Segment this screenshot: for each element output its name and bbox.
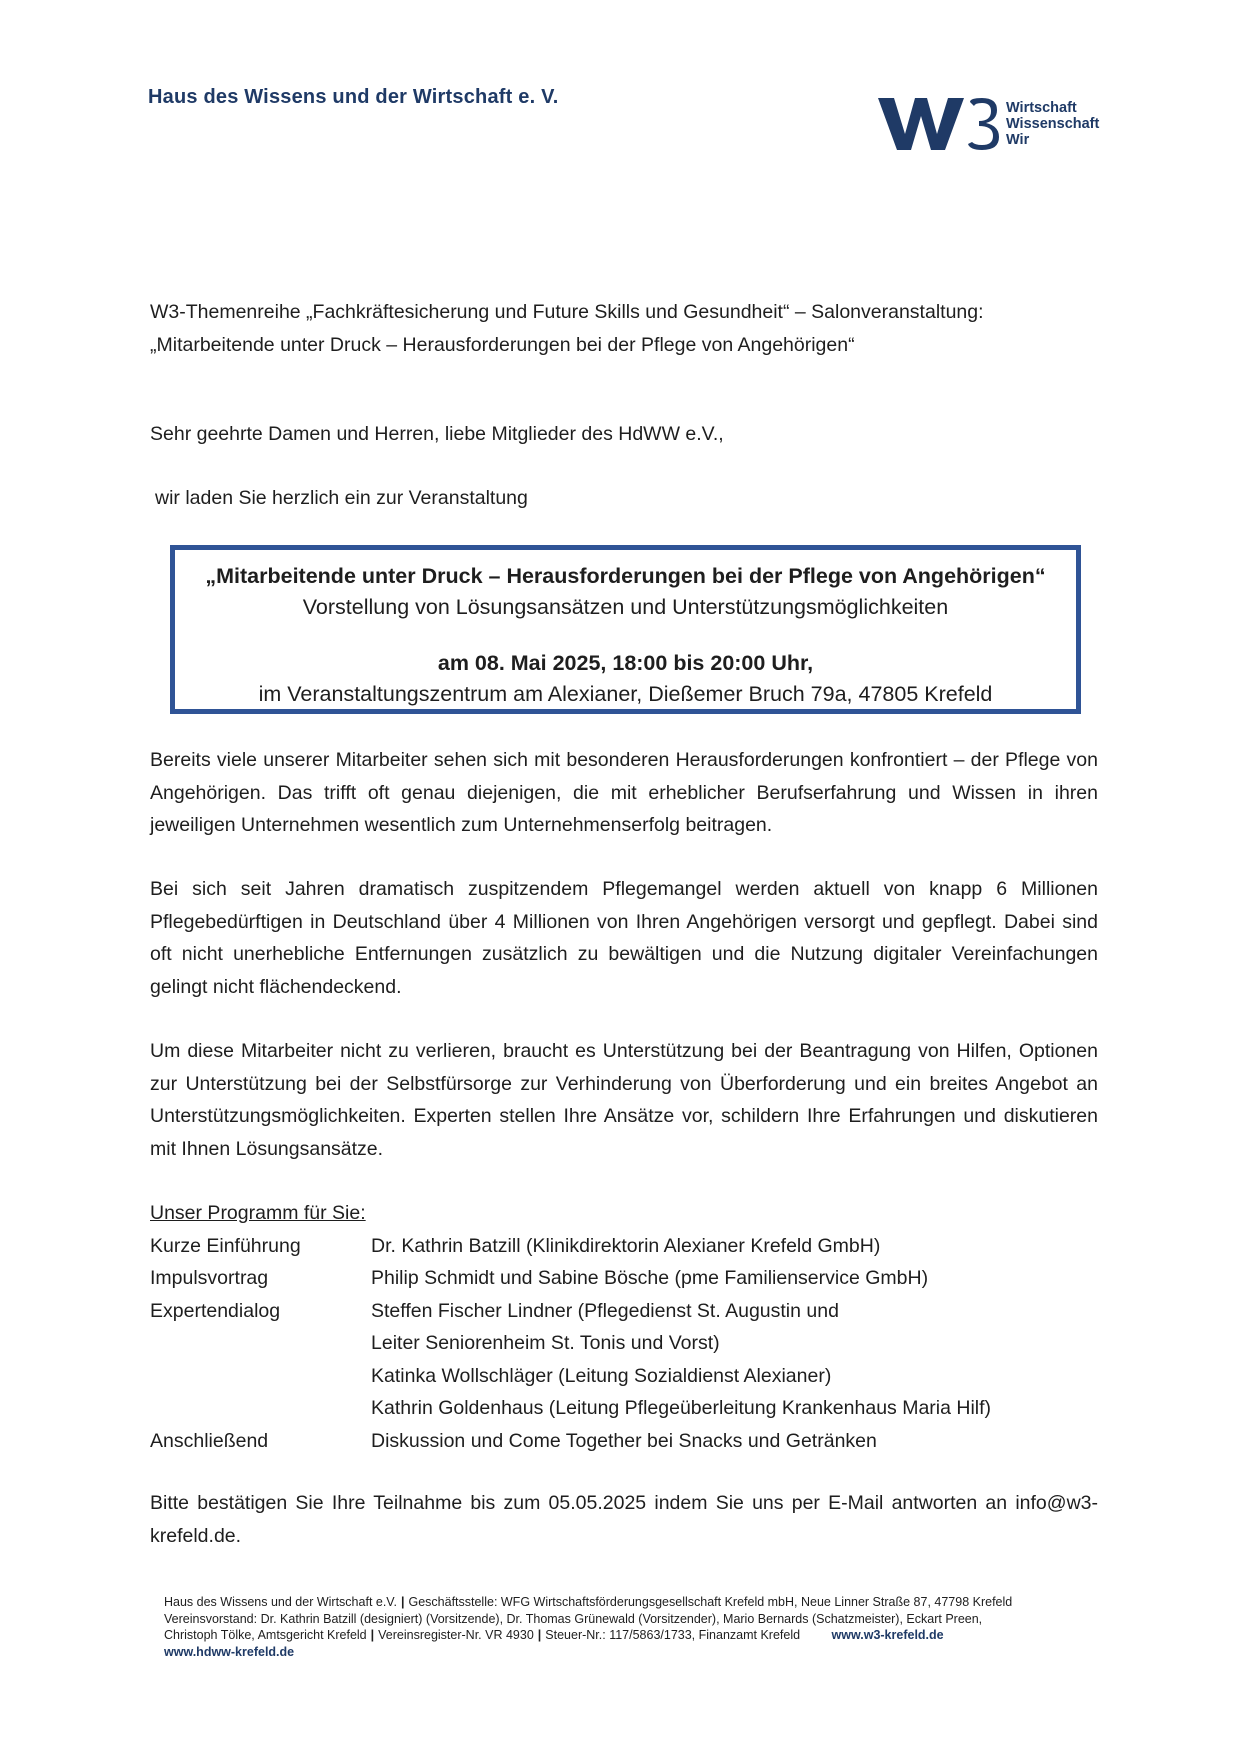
event-location: im Veranstaltungszentrum am Alexianer, Dießemer Bruch 79a, 47805 Krefeld <box>258 682 993 706</box>
program-text: Katinka Wollschläger (Leitung Sozialdienst Alexianer) <box>371 1364 832 1387</box>
organization-name: Haus des Wissens und der Wirtschaft e. V. <box>148 86 559 108</box>
program-row <box>150 1295 1098 1328</box>
footer-link-w3[interactable]: www.w3-krefeld.de <box>831 1628 944 1642</box>
w3-logo-wordmark <box>1006 100 1099 148</box>
body-paragraph-3: Um diese Mitarbeiter nicht zu verlieren, braucht es Unterstützung bei der Beantragung von Hilfen, Optionen zur Unterstützung bei der Selbstfürsorge zur Verhinderung von Überforderung und ein breites Angebot an Unterstützungsmöglichkeiten. Experten stellen Ihre Ansätze vor, schildern Ihre Erfahrungen und diskutieren mit Ihnen Lösungsansätze. <box>150 1040 1098 1160</box>
footer-separator: | <box>400 1595 405 1609</box>
subject-line-2: „Mitarbeitende unter Druck – Herausforderungen bei der Pflege von Angehörigen“ <box>150 333 855 356</box>
logo-word-2: Wissenschaft <box>1006 116 1100 132</box>
program-row <box>150 1230 1098 1263</box>
event-info-box <box>170 545 1081 714</box>
program-label: Expertendialog <box>150 1299 281 1322</box>
footer-link-hdww[interactable]: www.hdww-krefeld.de <box>164 1644 295 1659</box>
subject-line-1: W3-Themenreihe „Fachkräftesicherung und Future Skills und Gesundheit“ – Salonveranstaltung: <box>150 301 984 323</box>
event-title: „Mitarbeitende unter Druck – Herausforderungen bei der Pflege von Angehörigen“ <box>205 564 1046 588</box>
program-text: Kathrin Goldenhaus (Leitung Pflegeüberleitung Krankenhaus Maria Hilf) <box>371 1397 992 1419</box>
program-row <box>150 1262 1098 1295</box>
footer-separator: | <box>370 1628 375 1642</box>
subject-line <box>150 296 1098 361</box>
program-text: Philip Schmidt und Sabine Bösche (pme Familienservice GmbH) <box>371 1267 929 1289</box>
footer-separator: | <box>537 1628 542 1642</box>
salutation: Sehr geehrte Damen und Herren, liebe Mitglieder des HdWW e.V., <box>150 423 724 445</box>
footer-office: Geschäftsstelle: WFG Wirtschaftsförderungsgesellschaft Krefeld mbH, Neue Linner Straße 87, 47798 Krefeld <box>408 1595 1013 1609</box>
footer-register: Vereinsregister-Nr. VR 4930 <box>378 1628 534 1642</box>
footer-tax: Steuer-Nr.: 117/5863/1733, Finanzamt Krefeld <box>545 1628 801 1642</box>
body-paragraph-2: Bei sich seit Jahren dramatisch zuspitzendem Pflegemangel werden aktuell von knapp 6 Millionen Pflegebedürftigen in Deutschland über 4 Millionen von Ihren Angehörigen versorgt und gepflegt. Dabei sind oft nicht unerhebliche Entfernungen zusätzlich zu bewältigen und die Nutzung digitaler Vereinfachungen gelingt nicht flächendeckend. <box>150 878 1098 998</box>
footer-org: Haus des Wissens und der Wirtschaft e.V. <box>164 1595 397 1609</box>
w3-logo <box>878 98 1108 152</box>
closing-paragraph: Bitte bestätigen Sie Ihre Teilnahme bis zum 05.05.2025 indem Sie uns per E-Mail antworten an info@w3-krefeld.de. <box>150 1492 1098 1547</box>
program-row <box>150 1360 1098 1393</box>
event-subtitle: Vorstellung von Lösungsansätzen und Unterstützungsmöglichkeiten <box>302 595 949 619</box>
footer <box>164 1594 1104 1660</box>
logo-word-3: Wir <box>1006 132 1030 148</box>
program-heading: Unser Programm für Sie: <box>150 1202 366 1224</box>
program-label <box>150 1360 371 1393</box>
program-text: Dr. Kathrin Batzill (Klinikdirektorin Alexianer Krefeld GmbH) <box>371 1234 881 1257</box>
logo-word-1: Wirtschaft <box>1006 100 1077 116</box>
footer-board: Vereinsvorstand: Dr. Kathrin Batzill (designiert) (Vorsitzende), Dr. Thomas Grünewald (Vorsitzender), Mario Bernards (Schatzmeister), Eckart Preen, <box>164 1611 983 1626</box>
program-text: Diskussion und Come Together bei Snacks und Getränken <box>371 1429 877 1452</box>
footer-line-1 <box>164 1594 1104 1611</box>
program-text: Leiter Seniorenheim St. Tonis und Vorst) <box>371 1332 720 1354</box>
program-label: Impulsvortrag <box>150 1267 269 1289</box>
w3-logo-mark <box>878 98 1002 152</box>
program-section <box>150 1197 1098 1457</box>
footer-line-3 <box>164 1627 1104 1644</box>
body-paragraph-1: Bereits viele unserer Mitarbeiter sehen sich mit besonderen Herausforderungen konfrontiert – der Pflege von Angehörigen. Das trifft oft genau diejenigen, die mit erheblicher Berufserfahrung und Wissen in ihren jeweiligen Unternehmen wesentlich zum Unternehmenserfolg beitragen. <box>150 749 1098 836</box>
invite-line: wir laden Sie herzlich ein zur Veranstaltung <box>155 487 528 509</box>
program-row <box>150 1392 1098 1425</box>
program-row <box>150 1327 1098 1360</box>
program-label <box>150 1327 371 1360</box>
program-text: Steffen Fischer Lindner (Pflegedienst St. Augustin und <box>371 1299 839 1322</box>
program-label: Kurze Einführung <box>150 1234 301 1257</box>
program-label <box>150 1392 371 1425</box>
program-row <box>150 1425 1098 1458</box>
program-label: Anschließend <box>150 1429 269 1452</box>
footer-board-2: Christoph Tölke, Amtsgericht Krefeld <box>164 1628 367 1642</box>
event-date: am 08. Mai 2025, 18:00 bis 20:00 Uhr, <box>437 651 814 675</box>
